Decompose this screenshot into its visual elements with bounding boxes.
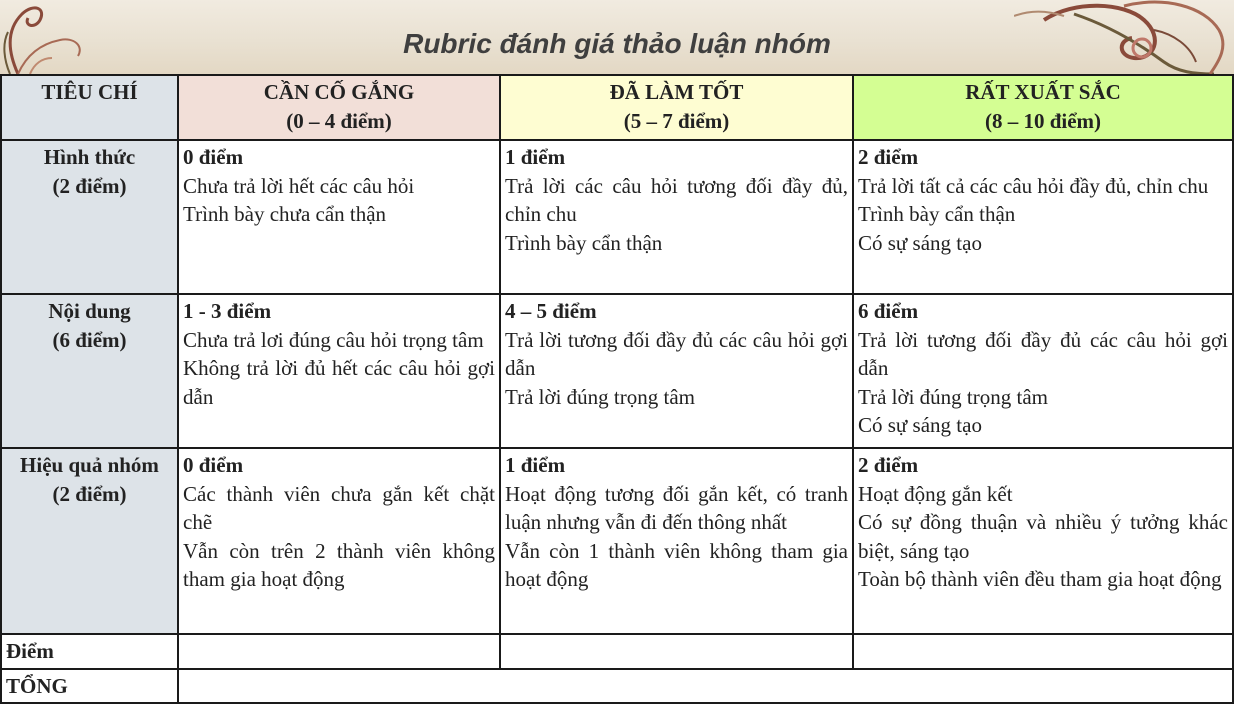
criterion-row-content bbox=[1, 294, 1233, 448]
header-level-1 bbox=[178, 75, 500, 140]
cell-line: Trả lời đúng trọng tâm bbox=[505, 384, 695, 409]
rubric-cell bbox=[853, 140, 1233, 294]
rubric-cell bbox=[500, 448, 853, 634]
cell-points: 2 điểm bbox=[858, 453, 919, 477]
total-row bbox=[1, 669, 1233, 704]
rubric-cell bbox=[853, 448, 1233, 634]
cell-line: Các thành viên chưa gắn kết chặt chẽ bbox=[183, 481, 495, 535]
cell-line: Có sự đồng thuận và nhiều ý tưởng khác biệt, sáng tạo bbox=[858, 510, 1228, 563]
score-row bbox=[1, 634, 1233, 669]
cell-line: Chưa trả lời hết các câu hỏi bbox=[183, 173, 415, 198]
cell-line: Trình bày cẩn thận bbox=[858, 202, 1016, 227]
cell-points: 1 điểm bbox=[505, 453, 566, 477]
rubric-table bbox=[0, 74, 1234, 704]
cell-line: Hoạt động tương đối gắn kết, có tranh luận nhưng vẫn đi đến thông nhất bbox=[505, 481, 848, 535]
header-level-2 bbox=[500, 75, 853, 140]
cell-points: 0 điểm bbox=[183, 145, 244, 169]
cell-points: 2 điểm bbox=[858, 145, 919, 169]
criterion-weight: (6 điểm) bbox=[52, 327, 127, 352]
rubric-cell bbox=[178, 140, 500, 294]
cell-line: Trình bày chưa cẩn thận bbox=[183, 202, 387, 227]
cell-line: Trả lời tương đối đầy đủ các câu hỏi gợi dẫn bbox=[505, 327, 848, 381]
criterion-weight: (2 điểm) bbox=[52, 481, 127, 506]
cell-points: 1 - 3 điểm bbox=[183, 299, 272, 323]
page-title: Rubric đánh giá thảo luận nhóm bbox=[403, 28, 831, 59]
score-cell-level-2[interactable] bbox=[500, 634, 853, 669]
cell-line: Trả lời các câu hỏi tương đối đầy đủ, chỉn chu bbox=[505, 173, 848, 227]
cell-points: 1 điểm bbox=[505, 145, 566, 169]
rubric-cell bbox=[178, 448, 500, 634]
cell-line: Chưa trả lơi đúng câu hỏi trọng tâm bbox=[183, 327, 484, 352]
criterion-content bbox=[1, 294, 178, 448]
criterion-weight: (2 điểm) bbox=[52, 173, 127, 198]
criterion-teamwork bbox=[1, 448, 178, 634]
cell-points: 6 điểm bbox=[858, 299, 919, 323]
header-criteria bbox=[1, 75, 178, 140]
cell-line: Có sự sáng tạo bbox=[858, 413, 982, 438]
total-value-cell[interactable] bbox=[178, 669, 1233, 704]
score-label-text: Điểm bbox=[6, 639, 54, 663]
total-label-text: TỔNG bbox=[6, 673, 68, 698]
level-name: CẦN CỐ GẮNG bbox=[263, 80, 415, 104]
criterion-row-teamwork bbox=[1, 448, 1233, 634]
cell-line: Trả lời đúng trọng tâm bbox=[858, 384, 1048, 409]
criterion-name: Hiệu quả nhóm bbox=[20, 453, 159, 477]
level-range: (5 – 7 điểm) bbox=[623, 108, 730, 133]
rubric-cell bbox=[178, 294, 500, 448]
cell-points: 0 điểm bbox=[183, 453, 244, 477]
rubric-cell bbox=[500, 140, 853, 294]
cell-line: Không trả lời đủ hết các câu hỏi gợi dẫn bbox=[183, 356, 495, 409]
header-level-3 bbox=[853, 75, 1233, 140]
cell-line: Hoạt động gắn kết bbox=[858, 481, 1013, 506]
cell-line: Vẫn còn trên 2 thành viên không tham gia hoạt động bbox=[183, 538, 495, 592]
criterion-row-form bbox=[1, 140, 1233, 294]
score-label bbox=[1, 634, 178, 669]
criterion-form bbox=[1, 140, 178, 294]
cell-line: Toàn bộ thành viên đều tham gia hoạt động bbox=[858, 567, 1222, 592]
level-name: RẤT XUẤT SẮC bbox=[965, 80, 1121, 104]
cell-points: 4 – 5 điểm bbox=[505, 299, 597, 323]
rubric-cell bbox=[500, 294, 853, 448]
cell-line: Trả lời tương đối đầy đủ các câu hỏi gợi dẫn bbox=[858, 327, 1228, 381]
criterion-name: Nội dung bbox=[48, 299, 131, 323]
cell-line: Có sự sáng tạo bbox=[858, 230, 982, 255]
criterion-name: Hình thức bbox=[43, 145, 136, 169]
score-cell-level-3[interactable] bbox=[853, 634, 1233, 669]
rubric-cell bbox=[853, 294, 1233, 448]
cell-line: Trình bày cẩn thận bbox=[505, 230, 663, 255]
header-row bbox=[1, 75, 1233, 140]
level-name: ĐÃ LÀM TỐT bbox=[609, 80, 744, 104]
level-range: (0 – 4 điểm) bbox=[286, 108, 392, 133]
score-cell-level-1[interactable] bbox=[178, 634, 500, 669]
cell-line: Trả lời tất cả các câu hỏi đầy đủ, chỉn chu bbox=[858, 173, 1209, 198]
title-banner bbox=[0, 0, 1234, 74]
level-range: (8 – 10 điểm) bbox=[984, 108, 1102, 133]
total-label bbox=[1, 669, 178, 704]
cell-line: Vẫn còn 1 thành viên không tham gia hoạt động bbox=[505, 538, 848, 592]
header-criteria-label: TIÊU CHÍ bbox=[41, 80, 138, 104]
